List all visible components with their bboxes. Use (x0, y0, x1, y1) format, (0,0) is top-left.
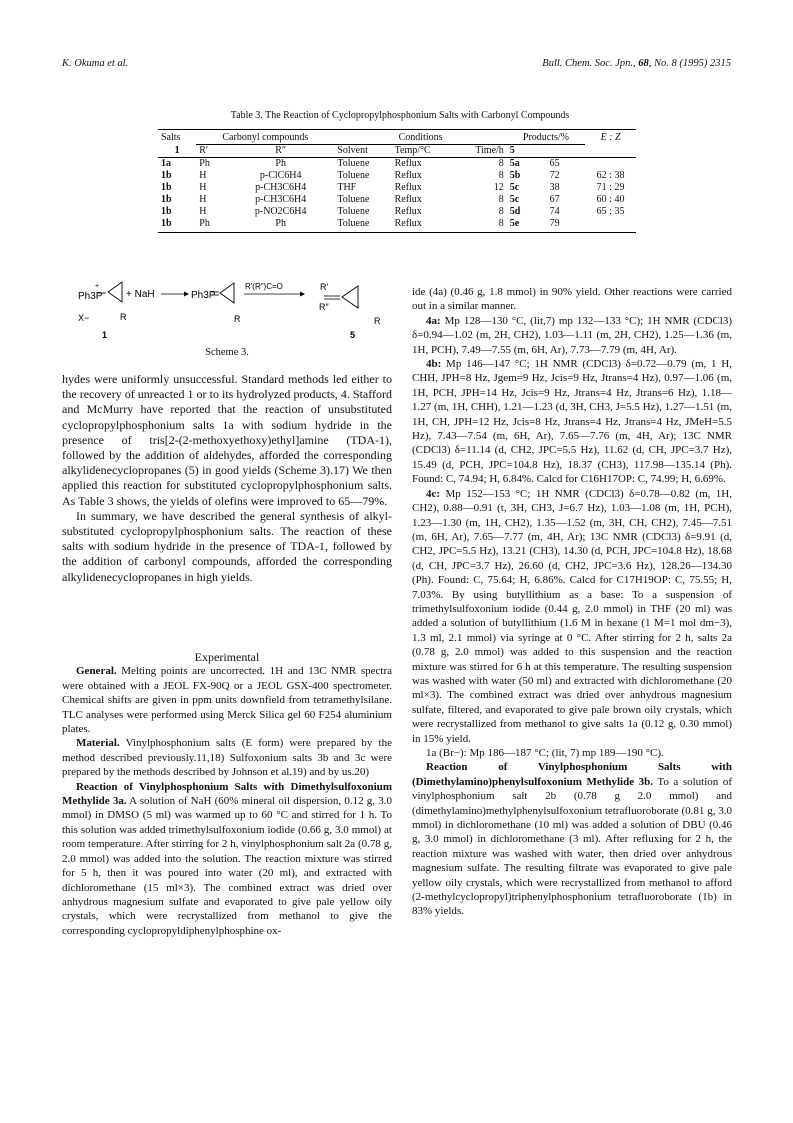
table-sub-header: 1 R′ R″ Solvent Temp/°C Time/h 5 (158, 145, 636, 158)
scheme-label-ph3p-2: Ph3P (191, 290, 216, 301)
compound-number-5: 5 (350, 330, 356, 340)
paragraph: Reaction of Vinylphosphonium Salts with (Dimethylamino)phenylsulfoxonium Methylide 3b. To a solution of vinylphosphonium salt 2b (0.78 g 2.0 mmol) and (dimethylamino)methylphenylsulfoxonium tetrafluoroborate (0.81 g, 3.0 mmol) in dichloromethane (10 ml) was added a solution of DBU (0.46 g, 3.0 mmol) in dichloromethane (3 ml). After refluxing for 2 h, the reaction mixture was washed with water, then dried over anhydrous magnesium sulfate. The resulting filtrate was evaporated to give pale yellow oily crystals, which were recrystallized from methanol to afford (2-methylcyclopropyl)triphenylphosphonium tetrafluoroborate (1b) in 83% yields. (412, 761, 733, 918)
svg-text:R″: R″ (319, 302, 329, 312)
paragraph: Material. Vinylphosphonium salts (E form) were prepared by the method described previously.11,18) Sulfoxonium salts 3b and 3c were prepared by the methods described by Johnson et al.19) and by us.20) (62, 737, 392, 779)
paragraph: 1a (Br−): Mp 186—187 °C; (lit, 7) mp 189—190 °C). (426, 747, 664, 759)
paragraph: In summary, we have described the general synthesis of alkyl-substituted cyclopropylphosphonium salts. The reaction of these salts with sodium hydride in the presence of TDA-1, followed by the addition of carbonyl compounds, afforded the corresponding alkylidenecyclopropanes in high yields. (62, 508, 392, 584)
svg-text:R: R (120, 312, 127, 322)
left-column-intro (62, 372, 392, 585)
table-group-header: Salts Carbonyl compounds Conditions Products/% E : Z (158, 130, 636, 145)
svg-text:R′: R′ (320, 282, 329, 292)
product-ring (342, 286, 358, 308)
scheme-label-reagent: R′(R″)C=O (245, 282, 283, 291)
paragraph: General. Melting points are uncorrected. 1H and 13C NMR spectra were obtained with a JEOL FX-90Q or a JEOL GSX-400 spectrometer. Chemical shifts are given in ppm units downfield from tetramethylsilane. TLC analyses were performed using Merck Silica gel 60 F254 aluminium plates. (62, 665, 393, 736)
scheme-label-nah: + NaH (126, 289, 155, 300)
table-caption: Table 3. The Reaction of Cyclopropylphosphonium Salts with Carbonyl Compounds (230, 110, 570, 121)
running-head-authors: K. Okuma et al. (62, 58, 129, 69)
paragraph: 4c: Mp 152—153 °C; 1H NMR (CDCl3) δ=0.78—0.82 (m, 1H, CH2), 0.88—0.91 (t, 3H, CH3, J=6.7 Hz), 1.03—1.08 (m, 1H, PCH), 1.23—1.30 (m, 1H, CH2), 1.35—1.52 (m, 3H, CH, CH2), 7.45—7.51 (m, 6H, Ar), 7.65—7.77 (m, 4H, Ar); 13C NMR (CDCl3) δ=9.91 (d, CH2, JPC=5.5 Hz), 13.21 (CH3), 14.30 (d, PCH, JPC=104.8 Hz), 18.68 (d, CH, JPC=3.7 Hz), 26.60 (d, CH2, JPC=3.6 Hz), 128.26—134.30 (Ph). Found: C, 75.64; H, 6.86%. Calcd for C17H19OP: C, 75.55; H, 7.03%. By using butyllithium as a base: To a suspension of trimethylsulfoxonium iodide (0.44 g, 2.0 mmol) in THF (20 ml) was added a solution of butyllithium (1.6 M in hexane (1 M=1 mol dm−3), 1.3 ml, 2.1 mmol) via syringe at 0 °C. After stirring for 2 h, salts 2a (0.78 g, 2.0 mmol) was added to this suspension and the reaction mixture was stirred for 6 h at this temperature. The resulting suspension was washed with water (50 ml) and extracted with dichloromethane (20 ml×3). The combined extract was dried over anhydrous magnesium sulfate, filtered, and evaporated to give pale brown oily crystals, which were recrystallized from methanol to give salts 1a (0.12 g, 0.30 mmol) in 15% yield. (412, 487, 733, 745)
scheme-caption: Scheme 3. (205, 347, 249, 358)
left-column-experimental (62, 650, 392, 938)
scheme-label-ph3p-1: Ph3P (78, 291, 103, 302)
running-head-journal: Bull. Chem. Soc. Jpn., 68, No. 8 (1995) 2315 (542, 58, 731, 69)
svg-text:R: R (374, 316, 381, 326)
paragraph: 4a: Mp 128—130 °C, (lit,7) mp 132—133 °C); 1H NMR (CDCl3) δ=0.94—1.02 (m, 2H, CH2), 1.03—1.11 (m, 2H, CH2), 1.25—1.36 (m, 1H, PCH), 7.49—7.55 (m, 6H, Ar), 7.73—7.79 (m, 4H, Ar). (412, 314, 733, 356)
svg-text:R: R (234, 314, 241, 324)
right-column (412, 285, 732, 919)
svg-text:+: + (95, 283, 100, 290)
paragraph: Reaction of Vinylphosphonium Salts with Dimethylsulfoxonium Methylide 3a. A solution of NaH (60% mineral oil dispersion, 0.12 g, 3.0 mmol) in DMSO (5 ml) was warmed up to 60 °C and stirred for 1 h. To this solution was added trimethylsulfoxonium iodide (0.66 g, 3.0 mmol) at room temperature. After stirring for 2 h, vinylphosphonium salt 2a (0.78 g, 2.0 mmol) was added into the solution. The reaction mixture was stirred for 5 h, then it was poured into water (20 ml), and extracted with dichloromethane (15 ml×3). The combined extract was dried over anhydrous magnesium sulfate and evaporated to give pale yellow oily crystals, which were recrystallized from methanol to give the corresponding cyclopropyldiphenylphosphine ox- (62, 780, 392, 937)
paragraph: 4b: Mp 146—147 °C; 1H NMR (CDCl3) δ=0.72—0.79 (m, 1 H, CHH, JPH=8 Hz, Jgem=9 Hz, Jcis=9 Hz, Jtrans=4 Hz), 0.97—1.06 (m, 1H, PCH, JPH=14 Hz, Jcis=9 Hz, Jtrans=4 Hz, Jtrans=6 Hz), 1.18—1.27 (m, 1H, CHH), 1.21—1.23 (d, 3H, CH3, J=5.5 Hz), 1.27—1.51 (m, 1H, CH, JPH=12 Hz, Jcis=8 Hz, Jtrans=4 Hz, Jtrans=4 Hz, JMeH=5.5 Hz), 7.43—7.54 (m, 6H, Ar), 7.65—7.76 (m, 4H, Ar); 13C NMR (CDCl3) δ=11.14 (d, CH2, JPC=5.5 Hz), 11.62 (d, CH, JPC=3.7 Hz), 15.49 (d, PCH, JPC=104.8 Hz), 18.37 (CH3), 117.98—135.14 (Ph). Found: C, 74.94; H, 6.84%. Calcd for C16H17OP: C, 74.99; H, 6.69%. (412, 358, 732, 486)
paragraph: hydes were uniformly unsuccessful. Standard methods led either to the recovery of unreacted 1 or to its hydrolyzed products, 4. Stafford and McMurry have reported that the reaction of unsubstituted cyclopropylphosphonium salts 1a with sodium hydride in the presence of tris[2-(2-methoxyethoxy)ethyl]amine (TDA-1), followed by the addition of aldehydes, afforded the corresponding alkylidenecyclopropanes (5) in good yields (Scheme 3).17) We then applied this reaction for substituted cyclopropylphosphonium salts. As Table 3 shows, the yields of olefins were improved to 65—79%. (62, 372, 392, 508)
paragraph: ide (4a) (0.46 g, 1.8 mmol) in 90% yield. Other reactions were carried out in a similar manner. (412, 286, 732, 313)
section-title: Experimental (194, 650, 260, 664)
svg-text:X−: X− (78, 313, 90, 323)
table-row: 1b H p-CH3C6H4 THF Reflux 12 5c 38 71 : 29 (161, 182, 625, 193)
table-row: 1b Ph Ph Toluene Reflux 8 5e 79 (158, 218, 636, 233)
ylide-ring (220, 283, 234, 303)
table-row: 1b H p-CH3C6H4 Toluene Reflux 8 5c 67 60 : 40 (161, 194, 625, 205)
table-row: 1a Ph Ph Toluene Reflux 8 5a 65 (161, 158, 560, 169)
compound-number-1: 1 (102, 330, 108, 340)
table-row: 1b H p-ClC6H4 Toluene Reflux 8 5b 72 62 : 38 (161, 170, 625, 181)
reaction-table (158, 129, 636, 233)
table-row: 1b H p-NO2C6H4 Toluene Reflux 8 5d 74 65 : 35 (161, 206, 625, 217)
cyclopropane-ring (108, 282, 122, 302)
